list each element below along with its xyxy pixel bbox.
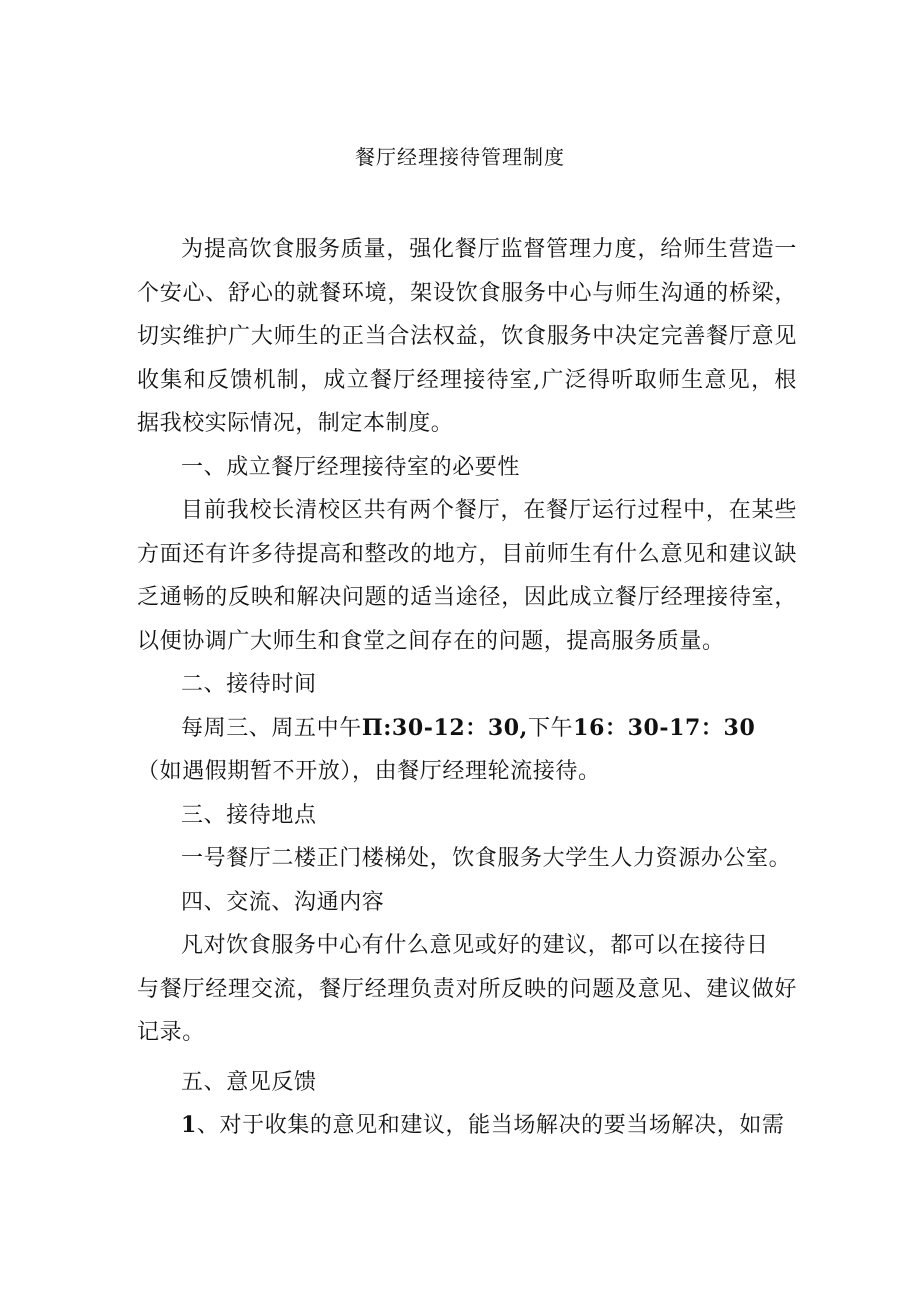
section-5-heading: 五、意见反馈: [181, 1069, 317, 1095]
time-mid: 下午: [527, 715, 574, 741]
time-afternoon: 16：30-17：30: [573, 714, 756, 741]
document-body: [137, 228, 797, 1148]
section-4-content-line1: 凡对饮食服务中心有什么意见或好的建议，都可以在接待日: [181, 933, 769, 958]
section-4-heading: 四、交流、沟通内容: [181, 889, 385, 915]
section-4-content-line2: 与餐厅经理交流，餐厅经理负责对所反映的问题及意见、建议做好记录。: [137, 976, 797, 1045]
item-number: 1: [181, 1112, 197, 1138]
section-2-note: （如遇假期暂不开放），由餐厅经理轮流接待。: [137, 759, 601, 784]
section-3-content: 一号餐厅二楼正门楼梯处，饮食服务大学生人力资源办公室。: [181, 846, 792, 871]
section-3-heading: 三、接待地点: [181, 802, 317, 828]
section-2-heading: 二、接待时间: [181, 672, 317, 697]
time-noon: Π:30-12：30,: [361, 714, 528, 741]
section-1-content: 目前我校长清校区共有两个餐厅，在餐厅运行过程中，在某些方面还有许多待提高和整改的地方，目前师生有什么意见和建议缺乏通畅的反映和解决问题的适当途径，因此成立餐厅经理接待室，以便协调广大师生和食堂之间存在的问题，提高服务质量。: [137, 498, 797, 654]
section-2-time: [137, 707, 797, 751]
section-1-heading: 一、成立餐厅经理接待室的必要性: [181, 454, 521, 480]
time-prefix: 每周三、周五中午: [181, 715, 362, 741]
document-title: 餐厅经理接待管理制度: [355, 145, 565, 169]
section-5-item-1: [137, 1104, 797, 1148]
item-text: 、对于收集的意见和建议，能当场解决的要当场解决，如需: [196, 1113, 785, 1138]
intro-paragraph: 为提高饮食服务质量，强化餐厅监督管理力度，给师生营造一个安心、舒心的就餐环境，架设饮食服务中心与师生沟通的桥梁，切实维护广大师生的正当合法权益，饮食服务中决定完善餐厅意见收集和反馈机制，成立餐厅经理接待室,广泛得听取师生意见，根据我校实际情况，制定本制度。: [137, 237, 797, 436]
